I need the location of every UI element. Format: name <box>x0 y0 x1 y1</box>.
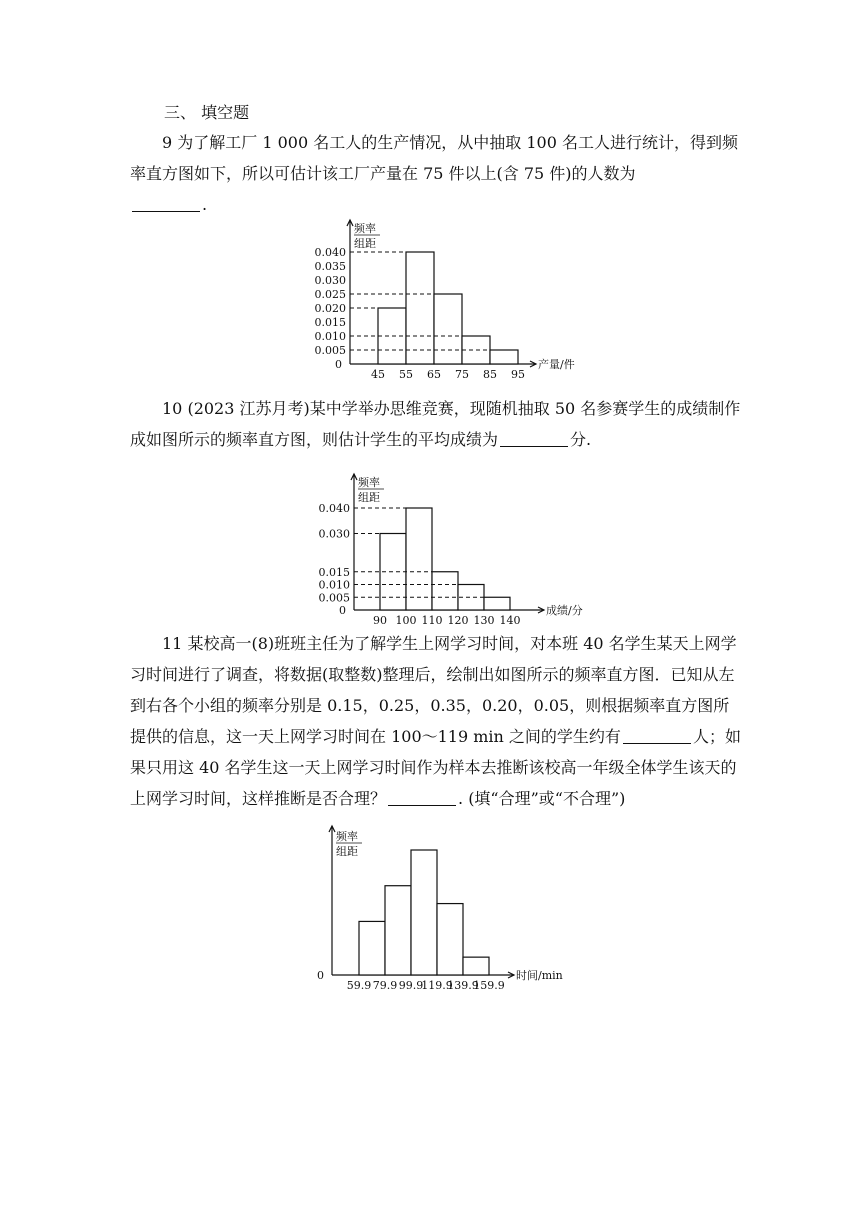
histogram-bar <box>463 957 489 975</box>
y-tick-label: 0.035 <box>314 260 346 273</box>
question-11 <box>130 628 742 814</box>
y-tick-label: 0.010 <box>314 330 346 343</box>
y-tick-label: 0.030 <box>318 527 350 541</box>
answer-blank <box>132 195 200 212</box>
x-axis-label: 成绩/分 <box>546 604 583 617</box>
x-tick-label: 139.9 <box>447 979 479 992</box>
histogram-bar <box>490 350 518 364</box>
x-tick-label: 75 <box>455 368 469 381</box>
chart-time-histogram <box>310 822 590 994</box>
question-number: 9 <box>162 133 173 152</box>
histogram-bar <box>437 904 463 975</box>
x-tick-label: 99.9 <box>398 979 424 992</box>
answer-blank <box>388 789 456 806</box>
origin-label: 0 <box>339 604 346 617</box>
y-axis-label-top: 频率 <box>336 830 358 843</box>
histogram-bar <box>411 850 437 975</box>
histogram-bar <box>359 921 385 975</box>
y-axis-label-bottom: 组距 <box>358 491 380 504</box>
x-axis-label: 产量/件 <box>538 358 575 371</box>
answer-blank <box>500 430 568 447</box>
y-tick-label: 0.025 <box>314 288 346 301</box>
y-tick-label: 0.005 <box>314 344 346 357</box>
y-tick-label: 0.040 <box>314 246 346 259</box>
question-9 <box>130 127 742 220</box>
y-tick-label: 0.040 <box>318 502 350 515</box>
origin-label: 0 <box>317 969 324 982</box>
y-tick-label: 0.015 <box>318 565 350 579</box>
question-text: 某校高一(8)班班主任为了解学生上网学习时间，对本班 40 名学生某天上网学习时间进行了调查，将数据(取整数)整理后，绘制出如图所示的频率直方图．已知从左到右各个小组的频率分别是 0.15，0.25，0.35，0.20，0.05，则根据频率直方图所提供的信息，这一天上网学习时间在 100～119 min 之间的学生约有 <box>130 634 737 746</box>
y-axis-label-bottom: 组距 <box>336 845 358 858</box>
x-tick-label: 140 <box>499 614 521 627</box>
x-tick-label: 100 <box>395 614 417 627</box>
x-tick-label: 95 <box>511 368 525 381</box>
y-tick-label: 0.010 <box>318 578 350 592</box>
question-number: 11 <box>162 634 183 653</box>
x-tick-label: 90 <box>373 614 387 627</box>
histogram-bar <box>432 572 458 610</box>
x-tick-label: 65 <box>427 368 441 381</box>
question-text: (2023 江苏月考)某中学举办思维竞赛，现随机抽取 50 名参赛学生的成绩制作成如图所示的频率直方图，则估计学生的平均成绩为 <box>130 399 741 449</box>
histogram-bar <box>385 886 411 975</box>
question-text-end: . <box>202 195 208 214</box>
question-text-end: . (填“合理”或“不合理”) <box>458 789 626 808</box>
y-axis-label-top: 频率 <box>354 222 376 235</box>
chart-production-histogram <box>300 216 590 386</box>
question-text: 人；如果只用这 40 名学生这一天上网学习时间作为样本去推断该校高一年级全体学生该天的上网学习时间，这样推断是否合理？ <box>130 727 741 808</box>
x-tick-label: 159.9 <box>473 979 505 992</box>
y-axis-label-bottom: 组距 <box>354 237 376 250</box>
x-tick-label: 130 <box>473 614 495 627</box>
x-tick-label: 55 <box>399 368 413 381</box>
x-tick-label: 45 <box>371 368 385 381</box>
y-tick-label: 0.020 <box>314 302 346 315</box>
chart-score-histogram <box>300 470 590 630</box>
x-tick-label: 59.9 <box>346 979 372 992</box>
histogram-bar <box>406 508 432 610</box>
section-title: 三、 填空题 <box>164 103 250 122</box>
y-tick-label: 0.005 <box>318 591 350 605</box>
x-tick-label: 85 <box>483 368 497 381</box>
question-text: 为了解工厂 1 000 名工人的生产情况，从中抽取 100 名工人进行统计，得到频率直方图如下，所以可估计该工厂产量在 75 件以上(含 75 件)的人数为 <box>130 133 738 183</box>
y-axis-label-top: 频率 <box>358 476 380 489</box>
x-tick-label: 110 <box>421 614 443 627</box>
y-tick-label: 0.015 <box>314 316 346 329</box>
origin-label: 0 <box>335 358 342 371</box>
question-10 <box>130 393 742 455</box>
question-number: 10 <box>162 399 183 418</box>
x-tick-label: 120 <box>447 614 469 627</box>
answer-blank <box>623 727 691 744</box>
histogram-bar <box>434 294 462 364</box>
histogram-bar <box>406 252 434 364</box>
x-tick-label: 119.9 <box>421 979 453 992</box>
x-axis-label: 时间/min <box>516 969 563 982</box>
y-tick-label: 0.030 <box>314 274 346 287</box>
x-tick-label: 79.9 <box>372 979 398 992</box>
question-text-end: 分. <box>570 430 592 449</box>
histogram-bar <box>484 597 510 610</box>
